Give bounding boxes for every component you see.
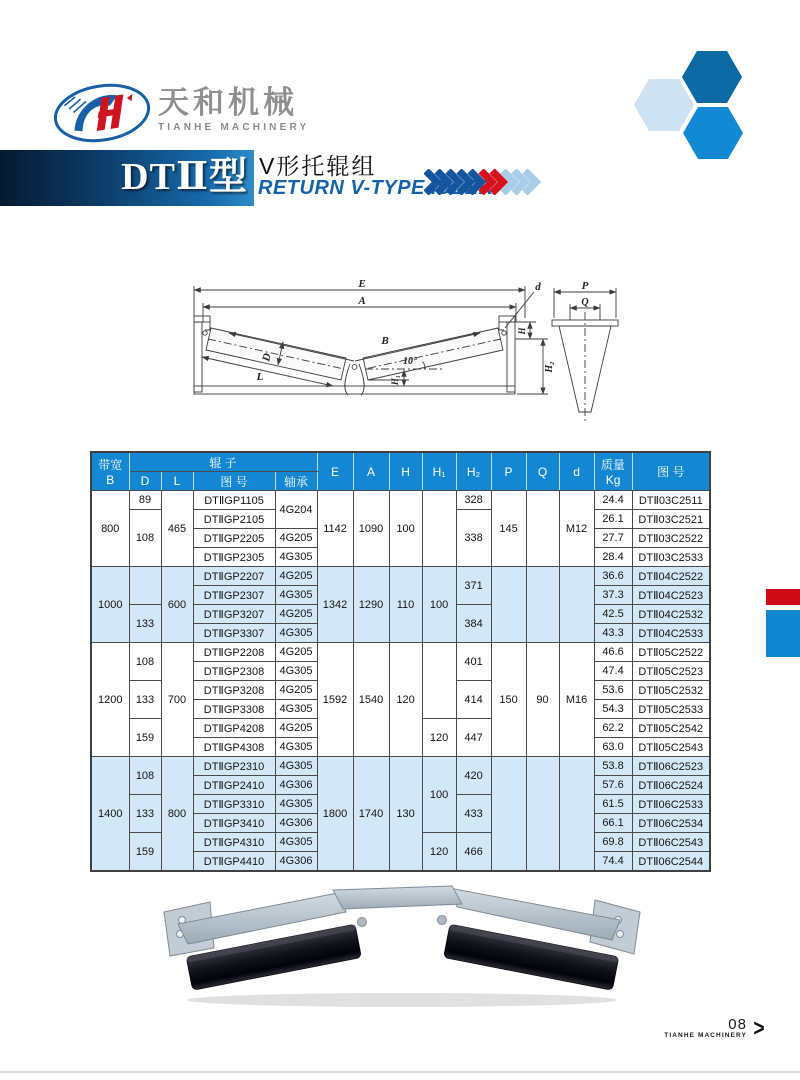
cell-bandwidth: 1400 [91, 757, 129, 872]
cell-bolt: M16 [559, 643, 594, 757]
cell-mass: 26.1 [594, 510, 632, 529]
technical-drawing [182, 278, 627, 442]
hexagon-mid [683, 107, 743, 159]
cell-d: 133 [129, 605, 161, 643]
accent-bar-red [766, 589, 800, 605]
cell-d: 108 [129, 643, 161, 681]
cell-roller-code: DTⅡGP2105 [193, 510, 275, 529]
cell-l: 700 [161, 643, 193, 757]
dim-label-d: d [535, 281, 541, 293]
cell-bandwidth: 1200 [91, 643, 129, 757]
cell-code: DTⅡ06C2524 [632, 776, 710, 795]
cell-mass: 66.1 [594, 814, 632, 833]
table-row [91, 491, 710, 510]
company-name-cn: 天和机械 [158, 85, 298, 120]
header-bandwidth: 带宽 B [91, 452, 129, 491]
cell-mass: 69.8 [594, 833, 632, 852]
cell-p [491, 567, 526, 643]
header-col-0: E [317, 452, 353, 491]
cell-q [526, 491, 559, 567]
page-footer [664, 1014, 766, 1042]
table-row [91, 757, 710, 776]
cell-l: 800 [161, 757, 193, 872]
hexagon-light [634, 79, 694, 131]
header-code: 图 号 [632, 452, 710, 491]
header-sub-bearing: 轴承 [275, 472, 317, 491]
cell-a: 1740 [353, 757, 389, 872]
cell-code: DTⅡ06C2523 [632, 757, 710, 776]
cell-roller-code: DTⅡGP3207 [193, 605, 275, 624]
header-col-3: H₁ [422, 452, 456, 491]
cell-code: DTⅡ04C2533 [632, 624, 710, 643]
cell-code: DTⅡ05C2522 [632, 643, 710, 662]
cell-code: DTⅡ05C2542 [632, 719, 710, 738]
table-row [91, 643, 710, 662]
cell-mass: 62.2 [594, 719, 632, 738]
cell-q: 90 [526, 643, 559, 757]
cell-p: 145 [491, 491, 526, 567]
cell-roller-code: DTⅡGP2310 [193, 757, 275, 776]
cell-roller-code: DTⅡGP3307 [193, 624, 275, 643]
cell-h2: 433 [456, 795, 491, 833]
header-sub-code: 图 号 [193, 472, 275, 491]
cell-roller-code: DTⅡGP1105 [193, 491, 275, 510]
cell-h1 [422, 491, 456, 567]
model-band [0, 150, 254, 206]
cell-code: DTⅡ06C2543 [632, 833, 710, 852]
cell-roller-code: DTⅡGP3208 [193, 681, 275, 700]
cell-bearing: 4G305 [275, 700, 317, 719]
cell-roller-code: DTⅡGP2307 [193, 586, 275, 605]
cell-mass: 53.8 [594, 757, 632, 776]
product-title-cn: V形托辊组 [259, 153, 377, 179]
cell-e: 1800 [317, 757, 353, 872]
cell-d: 108 [129, 510, 161, 567]
cell-mass: 57.6 [594, 776, 632, 795]
cell-roller-code: DTⅡGP3308 [193, 700, 275, 719]
cell-mass: 36.6 [594, 567, 632, 586]
table-row [91, 567, 710, 586]
cell-bearing: 4G305 [275, 662, 317, 681]
cell-code: DTⅡ05C2533 [632, 700, 710, 719]
cell-mass: 37.3 [594, 586, 632, 605]
cell-h1: 100 [422, 567, 456, 643]
cell-bearing: 4G305 [275, 624, 317, 643]
cell-mass: 42.5 [594, 605, 632, 624]
dim-label-P: P [581, 280, 589, 292]
cell-d: 108 [129, 757, 161, 795]
dim-label-H1: H₁ [390, 374, 400, 386]
cell-mass: 74.4 [594, 852, 632, 872]
cell-h2: 328 [456, 491, 491, 510]
cell-code: DTⅡ05C2523 [632, 662, 710, 681]
dim-label-angle: 10° [403, 356, 417, 367]
cell-mass: 47.4 [594, 662, 632, 681]
cell-a: 1540 [353, 643, 389, 757]
cell-bearing: 4G305 [275, 586, 317, 605]
cell-roller-code: DTⅡGP4310 [193, 833, 275, 852]
cell-bearing: 4G305 [275, 738, 317, 757]
page-bottom-edge [0, 1071, 800, 1073]
dim-label-Q: Q [581, 297, 589, 308]
cell-bolt [559, 567, 594, 643]
cell-roller-code: DTⅡGP3410 [193, 814, 275, 833]
chevrons [424, 169, 550, 195]
cell-bolt [559, 757, 594, 872]
cell-d: 133 [129, 795, 161, 833]
model-name: DTⅡ型 [121, 156, 248, 198]
cell-roller-code: DTⅡGP4208 [193, 719, 275, 738]
cell-h2: 420 [456, 757, 491, 795]
photo-frame [178, 886, 620, 944]
header-col-2: H [389, 452, 422, 491]
cell-l: 600 [161, 567, 193, 643]
cell-h: 110 [389, 567, 422, 643]
cell-bearing: 4G305 [275, 757, 317, 776]
cell-bearing: 4G305 [275, 833, 317, 852]
cell-roller-code: DTⅡGP2207 [193, 567, 275, 586]
dim-label-H: H [517, 327, 527, 335]
cell-bearing: 4G205 [275, 719, 317, 738]
cell-bolt: M12 [559, 491, 594, 567]
cell-d: 133 [129, 681, 161, 719]
cell-mass: 28.4 [594, 548, 632, 567]
cell-bearing: 4G204 [275, 491, 317, 529]
cell-bearing: 4G306 [275, 852, 317, 872]
cell-l: 465 [161, 491, 193, 567]
cell-code: DTⅡ06C2533 [632, 795, 710, 814]
cell-h1: 120 [422, 719, 456, 757]
cell-h1 [422, 643, 456, 719]
cell-code: DTⅡ03C2533 [632, 548, 710, 567]
header-sub-l: L [161, 472, 193, 491]
company-name-block [158, 86, 309, 133]
header-mass: 质量 Kg [594, 452, 632, 491]
cell-code: DTⅡ03C2522 [632, 529, 710, 548]
cell-d: 159 [129, 833, 161, 872]
cell-bearing: 4G306 [275, 814, 317, 833]
cell-mass: 27.7 [594, 529, 632, 548]
cell-h2: 414 [456, 681, 491, 719]
cell-code: DTⅡ05C2543 [632, 738, 710, 757]
cell-code: DTⅡ04C2532 [632, 605, 710, 624]
header-roller-group: 辊 子 [129, 452, 317, 472]
hexagon-dark [682, 51, 742, 103]
cell-mass: 24.4 [594, 491, 632, 510]
cell-q [526, 567, 559, 643]
cell-roller-code: DTⅡGP2208 [193, 643, 275, 662]
cell-code: DTⅡ06C2544 [632, 852, 710, 872]
photo-shadow [187, 993, 617, 1007]
cell-roller-code: DTⅡGP2205 [193, 529, 275, 548]
cell-d: 89 [129, 491, 161, 510]
cell-code: DTⅡ04C2522 [632, 567, 710, 586]
cell-a: 1090 [353, 491, 389, 567]
cell-d: 159 [129, 719, 161, 757]
dim-label-H2: H₂ [544, 361, 555, 373]
company-name-en: TIANHE MACHINERY [158, 122, 310, 133]
cell-h2: 384 [456, 605, 491, 643]
cell-h2: 466 [456, 833, 491, 872]
cell-h: 130 [389, 757, 422, 872]
cell-code: DTⅡ03C2521 [632, 510, 710, 529]
cell-e: 1592 [317, 643, 353, 757]
cell-bandwidth: 800 [91, 491, 129, 567]
cell-a: 1290 [353, 567, 389, 643]
cell-bearing: 4G205 [275, 605, 317, 624]
cell-bearing: 4G306 [275, 776, 317, 795]
spec-table-wrap [90, 451, 711, 872]
spec-table [90, 451, 711, 872]
page-number: 08 [728, 1016, 747, 1033]
header-col-6: Q [526, 452, 559, 491]
cell-h: 100 [389, 491, 422, 567]
cell-bearing: 4G305 [275, 795, 317, 814]
product-title-en: RETURN V-TYPE IDLER [258, 177, 494, 199]
cell-mass: 54.3 [594, 700, 632, 719]
cell-mass: 53.6 [594, 681, 632, 700]
product-photo [150, 862, 655, 1010]
header-sub-d: D [129, 472, 161, 491]
cell-h2: 338 [456, 510, 491, 567]
cell-roller-code: DTⅡGP2410 [193, 776, 275, 795]
cell-roller-code: DTⅡGP2305 [193, 548, 275, 567]
cell-e: 1342 [317, 567, 353, 643]
header-col-5: P [491, 452, 526, 491]
header-col-7: d [559, 452, 594, 491]
header-col-4: H₂ [456, 452, 491, 491]
footer-arrow-icon: > [753, 1014, 765, 1042]
cell-h2: 371 [456, 567, 491, 605]
dim-label-A: A [358, 295, 366, 307]
footer-brand: TIANHE MACHINERY [664, 1032, 747, 1039]
cell-roller-code: DTⅡGP4308 [193, 738, 275, 757]
cell-bearing: 4G205 [275, 529, 317, 548]
cell-h2: 447 [456, 719, 491, 757]
cell-code: DTⅡ06C2534 [632, 814, 710, 833]
accent-bar-blue [766, 610, 800, 657]
header-col-1: A [353, 452, 389, 491]
hexagon-decoration [620, 35, 800, 175]
cell-roller-code: DTⅡGP4410 [193, 852, 275, 872]
dim-label-E: E [358, 278, 366, 290]
dim-label-D: D [260, 352, 274, 363]
cell-p [491, 757, 526, 872]
company-logo [50, 80, 154, 146]
cell-bearing: 4G205 [275, 567, 317, 586]
cell-e: 1142 [317, 491, 353, 567]
dim-label-B: B [381, 335, 389, 347]
cell-h1: 100 [422, 757, 456, 833]
cell-h2: 401 [456, 643, 491, 681]
cell-code: DTⅡ04C2523 [632, 586, 710, 605]
cell-bearing: 4G205 [275, 681, 317, 700]
cell-h1: 120 [422, 833, 456, 872]
cell-bearing: 4G305 [275, 548, 317, 567]
cell-code: DTⅡ03C2511 [632, 491, 710, 510]
cell-roller-code: DTⅡGP3310 [193, 795, 275, 814]
cell-roller-code: DTⅡGP2308 [193, 662, 275, 681]
cell-h: 120 [389, 643, 422, 757]
cell-p: 150 [491, 643, 526, 757]
cell-code: DTⅡ05C2532 [632, 681, 710, 700]
cell-d [129, 567, 161, 605]
cell-bearing: 4G205 [275, 643, 317, 662]
dim-label-L: L [256, 371, 264, 383]
cell-q [526, 757, 559, 872]
cell-mass: 43.3 [594, 624, 632, 643]
cell-mass: 63.0 [594, 738, 632, 757]
cell-bandwidth: 1000 [91, 567, 129, 643]
cell-mass: 61.5 [594, 795, 632, 814]
cell-mass: 46.6 [594, 643, 632, 662]
